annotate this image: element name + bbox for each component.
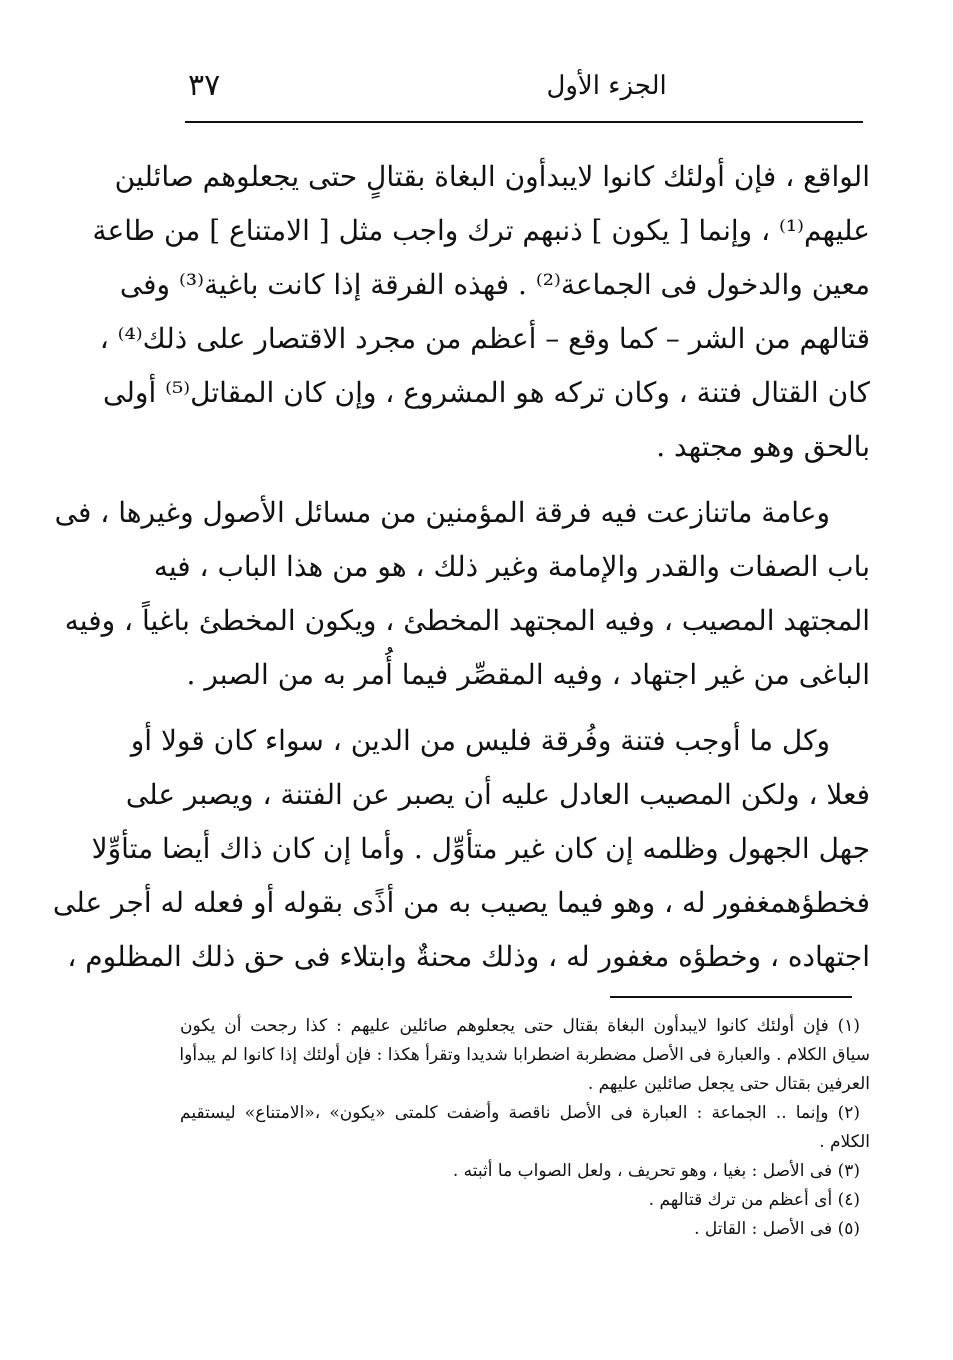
- page-header: [188, 60, 863, 106]
- text-line: جهل الجهول وظلمه إن كان غير متأوِّل . وأما إن كان ذاك أيضا متأوِّلا: [91, 832, 870, 865]
- text-line: اجتهاده ، وخطؤه مغفور له ، وذلك محنةٌ وابتلاء فى حق ذلك المظلوم ،: [67, 940, 870, 973]
- text-line: كان القتال فتنة ، وكان تركه هو المشروع ، وإن كان المقاتل⁽⁵⁾ أولى: [103, 376, 870, 409]
- footnote-line: (٥) فى الأصل : القاتل .: [694, 1219, 860, 1239]
- text-line: فخطؤهمغفور له ، وهو فيما يصيب به من أذًى بقوله أو فعله له أجر على: [52, 886, 870, 919]
- page-number: ٣٧: [188, 68, 221, 103]
- text-line: الواقع ، فإن أولئك كانوا لايبدأون البغاة بقتالٍ حتى يجعلوهم صائلين: [114, 160, 870, 193]
- paragraph-1: [92, 150, 870, 474]
- footnotes: [180, 1012, 870, 1244]
- footnote-1: [180, 1012, 870, 1099]
- footnote-line: (٣) فى الأصل : بغيا ، وهو تحريف ، ولعل الصواب ما أثبته .: [452, 1161, 860, 1181]
- footnote-line: (١) فإن أولئك كانوا لايبدأون البغاة بقتال حتى يجعلوهم صائلين عليهم : كذا رجحت أن يكون: [180, 1016, 860, 1036]
- footnote-line: سياق الكلام . والعبارة فى الأصل مضطربة اضطرابا شديدا وتقرأ هكذا : فإن أولئك إذا كانوا لم يبدأوا: [179, 1045, 870, 1065]
- footnote-5: [180, 1215, 870, 1244]
- footnote-line: العرفين بقتال حتى يجعل صائلين عليهم .: [587, 1074, 870, 1094]
- text-line: فعلا ، ولكن المصيب العادل عليه أن يصبر عن الفتنة ، ويصبر على: [125, 778, 870, 811]
- header-rule: [185, 121, 863, 123]
- text-line: المجتهد المصيب ، وفيه المجتهد المخطئ ، ويكون المخطئ باغياً ، وفيه: [64, 604, 870, 637]
- footnote-line: الكلام .: [819, 1132, 870, 1152]
- footnote-line: (٢) وإنما .. الجماعة : العبارة فى الأصل ناقصة وأضفت كلمتى «يكون» ،«الامتناع» ليستقيم: [180, 1103, 860, 1123]
- text-line: بالحق وهو مجتهد .: [656, 430, 870, 463]
- footnote-4: [180, 1186, 870, 1215]
- footnote-2: [180, 1099, 870, 1157]
- paragraph-3: [52, 714, 870, 984]
- text-line: الباغى من غير اجتهاد ، وفيه المقصِّر فيما أُمر به من الصبر .: [186, 658, 870, 691]
- text-line: قتالهم من الشر – كما وقع – أعظم من مجرد الاقتصار على ذلك⁽⁴⁾ ،: [99, 322, 870, 355]
- main-text: [52, 150, 870, 984]
- text-line: معين والدخول فى الجماعة⁽²⁾ . فهذه الفرقة إذا كانت باغية⁽³⁾ وفى: [119, 268, 870, 301]
- text-line: باب الصفات والقدر والإمامة وغير ذلك ، هو من هذا الباب ، فيه: [153, 550, 870, 583]
- text-line: وكل ما أوجب فتنة وفُرقة فليس من الدين ، سواء كان قولا أو: [130, 724, 830, 757]
- footnote-line: (٤) أى أعظم من ترك قتالهم .: [648, 1190, 860, 1210]
- running-head: الجزء الأول: [546, 71, 667, 101]
- footnote-3: [180, 1157, 870, 1186]
- paragraph-2: [54, 486, 870, 702]
- footnote-rule: [610, 996, 852, 998]
- text-line: وعامة ماتنازعت فيه فرقة المؤمنين من مسائل الأصول وغيرها ، فى: [54, 496, 830, 529]
- text-line: عليهم⁽¹⁾ ، وإنما [ يكون ] ذنبهم ترك واجب مثل [ الامتناع ] من طاعة: [92, 214, 870, 247]
